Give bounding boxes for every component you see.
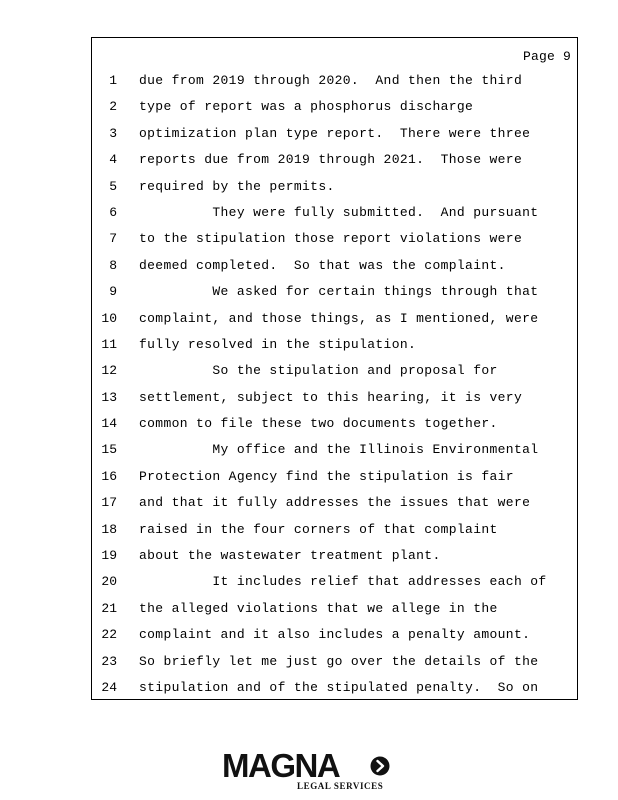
line-number: 10	[101, 310, 117, 326]
line-text: complaint, and those things, as I mentioned, were	[139, 310, 539, 326]
line-text: They were fully submitted. And pursuant	[139, 204, 539, 220]
line-number: 18	[101, 521, 117, 537]
line-number: 21	[101, 600, 117, 616]
transcript-line	[92, 572, 577, 598]
line-text: common to file these two documents together.	[139, 416, 498, 432]
line-number: 13	[101, 389, 117, 405]
transcript-line	[92, 177, 577, 203]
transcript-page	[91, 37, 578, 700]
line-number: 6	[109, 204, 117, 220]
line-number: 23	[101, 653, 117, 669]
line-text: and that it fully addresses the issues that were	[139, 495, 531, 511]
transcript-line	[92, 440, 577, 466]
page-number: Page 9	[522, 49, 571, 64]
line-text: settlement, subject to this hearing, it is very	[139, 389, 523, 405]
line-text: the alleged violations that we allege in the	[139, 600, 498, 616]
transcript-line	[92, 678, 577, 704]
line-number: 12	[101, 363, 117, 379]
line-text: reports due from 2019 through 2021. Those were	[139, 152, 523, 168]
line-text: We asked for certain things through that	[139, 284, 539, 300]
line-number: 14	[101, 416, 117, 432]
line-number: 20	[101, 574, 117, 590]
line-text: Protection Agency find the stipulation is fair	[139, 468, 514, 484]
line-number: 15	[101, 442, 117, 458]
line-number: 9	[109, 284, 117, 300]
magna-logo	[222, 748, 402, 794]
transcript-line	[92, 150, 577, 176]
transcript-line	[92, 71, 577, 97]
transcript-line	[92, 335, 577, 361]
logo-wordmark: MAGNA	[222, 747, 340, 784]
transcript-line	[92, 546, 577, 572]
line-number: 17	[101, 495, 117, 511]
line-text: to the stipulation those report violations were	[139, 231, 523, 247]
line-text: So briefly let me just go over the details of the	[139, 653, 539, 669]
transcript-line	[92, 203, 577, 229]
transcript-line	[92, 467, 577, 493]
transcript-line	[92, 599, 577, 625]
line-number: 16	[101, 468, 117, 484]
transcript-line	[92, 625, 577, 651]
transcript-lines	[92, 71, 577, 704]
line-number: 7	[109, 231, 117, 247]
logo-subtitle: LEGAL SERVICES	[297, 781, 384, 791]
chevron-right-circle-icon	[370, 756, 390, 776]
transcript-line	[92, 388, 577, 414]
transcript-line	[92, 361, 577, 387]
transcript-line	[92, 124, 577, 150]
transcript-line	[92, 229, 577, 255]
line-text: due from 2019 through 2020. And then the third	[139, 73, 523, 88]
line-text: type of report was a phosphorus discharge	[139, 99, 474, 115]
transcript-line	[92, 493, 577, 519]
line-text: My office and the Illinois Environmental	[139, 442, 539, 458]
line-number: 8	[109, 257, 117, 273]
line-number: 1	[109, 73, 117, 88]
transcript-line	[92, 256, 577, 282]
line-number: 24	[101, 679, 117, 695]
transcript-line	[92, 520, 577, 546]
line-text: deemed completed. So that was the complaint.	[139, 257, 506, 273]
transcript-line	[92, 282, 577, 308]
line-text: optimization plan type report. There were three	[139, 125, 531, 141]
line-text: It includes relief that addresses each of	[139, 574, 547, 590]
line-text: stipulation and of the stipulated penalty. So on	[139, 679, 539, 695]
line-number: 11	[101, 336, 117, 352]
line-number: 3	[109, 125, 117, 141]
line-text: about the wastewater treatment plant.	[139, 548, 441, 564]
transcript-line	[92, 309, 577, 335]
line-number: 22	[101, 627, 117, 643]
line-text: complaint and it also includes a penalty amount.	[139, 627, 531, 643]
transcript-line	[92, 97, 577, 123]
line-text: fully resolved in the stipulation.	[139, 336, 417, 352]
line-number: 19	[101, 548, 117, 564]
line-text: required by the permits.	[139, 178, 335, 194]
transcript-line	[92, 414, 577, 440]
line-number: 5	[109, 178, 117, 194]
line-number: 4	[109, 152, 117, 168]
line-text: So the stipulation and proposal for	[139, 363, 498, 379]
line-number: 2	[109, 99, 117, 115]
line-text: raised in the four corners of that complaint	[139, 521, 498, 537]
transcript-line	[92, 652, 577, 678]
